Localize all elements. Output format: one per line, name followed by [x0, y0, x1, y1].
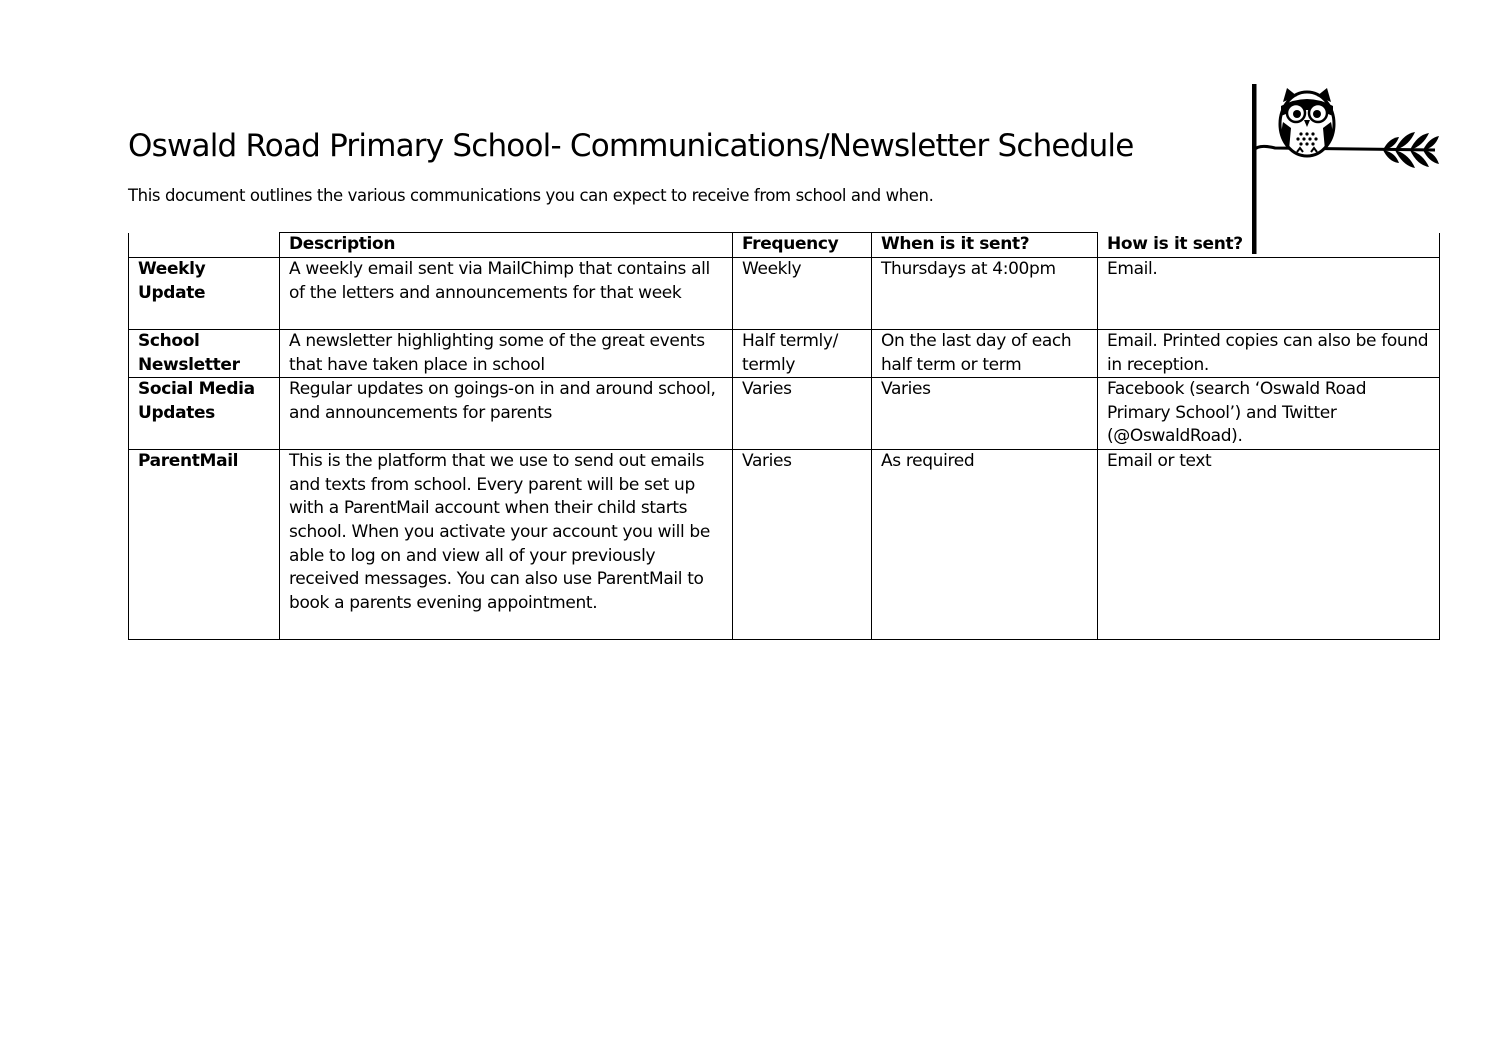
- row-name: ParentMail: [129, 450, 280, 640]
- row-frequency: Varies: [733, 450, 872, 640]
- row-frequency: Half termly/ termly: [733, 330, 872, 378]
- header-cell-empty: [129, 233, 280, 258]
- row-when: On the last day of each half term or term: [872, 330, 1098, 378]
- row-name: School Newsletter: [129, 330, 280, 378]
- header-when: When is it sent?: [872, 233, 1098, 258]
- table-header-row: [129, 233, 1440, 258]
- header-description: Description: [280, 233, 733, 258]
- row-description: A newsletter highlighting some of the great events that have taken place in school: [280, 330, 733, 378]
- row-frequency: Weekly: [733, 258, 872, 330]
- row-description: A weekly email sent via MailChimp that contains all of the letters and announcements for that week: [280, 258, 733, 330]
- row-description: Regular updates on goings-on in and around school, and announcements for parents: [280, 378, 733, 450]
- row-when: Varies: [872, 378, 1098, 450]
- table-row: [129, 330, 1440, 378]
- header-how: How is it sent?: [1098, 233, 1440, 258]
- row-how: Email or text: [1098, 450, 1440, 640]
- row-when: Thursdays at 4:00pm: [872, 258, 1098, 330]
- row-when: As required: [872, 450, 1098, 640]
- table-row: [129, 450, 1440, 640]
- table-row: [129, 258, 1440, 330]
- row-frequency: Varies: [733, 378, 872, 450]
- row-name: Social Media Updates: [129, 378, 280, 450]
- owl-on-branch-icon: [1245, 82, 1445, 257]
- row-name: Weekly Update: [129, 258, 280, 330]
- intro-text: This document outlines the various communications you can expect to receive from school and when.: [128, 186, 934, 205]
- table-row: [129, 378, 1440, 450]
- row-how: Email. Printed copies can also be found in reception.: [1098, 330, 1440, 378]
- header-frequency: Frequency: [733, 233, 872, 258]
- schedule-table: [128, 232, 1440, 640]
- page-title: Oswald Road Primary School- Communications/Newsletter Schedule: [128, 128, 1134, 164]
- row-how: Email.: [1098, 258, 1440, 330]
- row-description: This is the platform that we use to send out emails and texts from school. Every parent will be set up with a ParentMail account when their child starts school. When you activate your account you will be able to log on and view all of your previously received messages. You can also use ParentMail to book a parents evening appointment.: [280, 450, 733, 640]
- row-how: Facebook (search ‘Oswald Road Primary School’) and Twitter (@OswaldRoad).: [1098, 378, 1440, 450]
